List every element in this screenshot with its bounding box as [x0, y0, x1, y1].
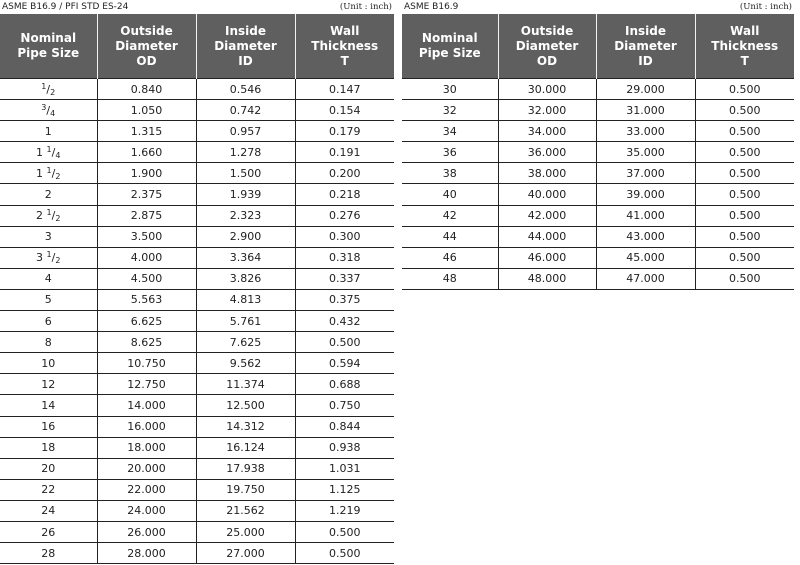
od-cell: 36.000 [498, 142, 596, 163]
od-cell: 4.500 [97, 268, 196, 289]
thickness-cell: 0.500 [295, 543, 394, 564]
size-cell: 2 [0, 184, 97, 205]
table-row [0, 521, 394, 542]
size-cell: 6 [0, 311, 97, 332]
thickness-cell: 0.594 [295, 353, 394, 374]
od-cell: 3.500 [97, 226, 196, 247]
table-row [0, 289, 394, 310]
od-cell: 32.000 [498, 100, 596, 121]
table-row [402, 184, 794, 205]
od-cell: 12.750 [97, 374, 196, 395]
od-cell: 18.000 [97, 437, 196, 458]
id-cell: 3.826 [196, 268, 295, 289]
thickness-cell: 0.500 [695, 100, 794, 121]
table-row [0, 184, 394, 205]
size-cell: 10 [0, 353, 97, 374]
id-cell: 2.900 [196, 226, 295, 247]
table-row [0, 395, 394, 416]
id-cell: 35.000 [596, 142, 695, 163]
table-row [402, 205, 794, 226]
id-cell: 5.761 [196, 311, 295, 332]
id-cell: 0.742 [196, 100, 295, 121]
right-pipe-size-table [402, 14, 794, 290]
right-caption [402, 0, 794, 14]
size-cell: 24 [0, 500, 97, 521]
left-nominal-pipe-size-header: Nominal Pipe Size [0, 14, 97, 79]
thickness-cell: 0.844 [295, 416, 394, 437]
size-cell: 46 [402, 247, 498, 268]
id-cell: 31.000 [596, 100, 695, 121]
table-row [0, 374, 394, 395]
table-row [0, 353, 394, 374]
od-cell: 1.900 [97, 163, 196, 184]
table-row [0, 205, 394, 226]
size-cell: 28 [0, 543, 97, 564]
od-cell: 20.000 [97, 458, 196, 479]
right-table-panel [402, 0, 794, 290]
table-row [402, 268, 794, 289]
od-cell: 24.000 [97, 500, 196, 521]
od-cell: 44.000 [498, 226, 596, 247]
table-row [0, 121, 394, 142]
table-row [402, 121, 794, 142]
size-cell: 44 [402, 226, 498, 247]
thickness-cell: 0.500 [695, 79, 794, 100]
thickness-cell: 0.500 [695, 247, 794, 268]
left-unit-label: (Unit : inch) [339, 2, 392, 12]
thickness-cell: 0.500 [695, 142, 794, 163]
id-cell: 0.546 [196, 79, 295, 100]
table-row [0, 311, 394, 332]
id-cell: 11.374 [196, 374, 295, 395]
thickness-cell: 0.500 [695, 268, 794, 289]
od-cell: 1.050 [97, 100, 196, 121]
od-cell: 28.000 [97, 543, 196, 564]
size-cell: 1 $^1/_4$ [0, 142, 97, 163]
size-cell: 1 [0, 121, 97, 142]
id-cell: 9.562 [196, 353, 295, 374]
od-cell: 10.750 [97, 353, 196, 374]
id-cell: 14.312 [196, 416, 295, 437]
od-cell: 22.000 [97, 479, 196, 500]
left-header-row [0, 14, 394, 79]
id-cell: 0.957 [196, 121, 295, 142]
id-cell: 43.000 [596, 226, 695, 247]
left-wall-thickness-header: Wall Thickness T [295, 14, 394, 79]
od-cell: 8.625 [97, 332, 196, 353]
table-row [0, 163, 394, 184]
table-row [0, 458, 394, 479]
table-row [0, 500, 394, 521]
thickness-cell: 0.337 [295, 268, 394, 289]
table-row [0, 226, 394, 247]
size-cell: 2 $^1/_2$ [0, 205, 97, 226]
thickness-cell: 0.200 [295, 163, 394, 184]
left-outside-diameter-header: Outside Diameter OD [97, 14, 196, 79]
size-cell: 36 [402, 142, 498, 163]
id-cell: 21.562 [196, 500, 295, 521]
thickness-cell: 1.219 [295, 500, 394, 521]
size-cell: 34 [402, 121, 498, 142]
thickness-cell: 0.154 [295, 100, 394, 121]
table-row [402, 247, 794, 268]
od-cell: 1.660 [97, 142, 196, 163]
id-cell: 39.000 [596, 184, 695, 205]
od-cell: 4.000 [97, 247, 196, 268]
size-cell: 26 [0, 521, 97, 542]
id-cell: 12.500 [196, 395, 295, 416]
thickness-cell: 0.500 [695, 121, 794, 142]
right-header-row [402, 14, 794, 79]
od-cell: 2.375 [97, 184, 196, 205]
right-unit-label: (Unit : inch) [739, 2, 792, 12]
table-row [402, 100, 794, 121]
thickness-cell: 0.179 [295, 121, 394, 142]
id-cell: 27.000 [196, 543, 295, 564]
thickness-cell: 0.218 [295, 184, 394, 205]
od-cell: 48.000 [498, 268, 596, 289]
table-row [0, 247, 394, 268]
id-cell: 41.000 [596, 205, 695, 226]
od-cell: 42.000 [498, 205, 596, 226]
table-row [0, 142, 394, 163]
size-cell: 16 [0, 416, 97, 437]
thickness-cell: 0.750 [295, 395, 394, 416]
right-outside-diameter-header: Outside Diameter OD [498, 14, 596, 79]
id-cell: 7.625 [196, 332, 295, 353]
id-cell: 1.278 [196, 142, 295, 163]
id-cell: 47.000 [596, 268, 695, 289]
thickness-cell: 1.031 [295, 458, 394, 479]
od-cell: 30.000 [498, 79, 596, 100]
left-table-body [0, 79, 394, 564]
thickness-cell: 0.500 [695, 226, 794, 247]
thickness-cell: 0.147 [295, 79, 394, 100]
id-cell: 1.939 [196, 184, 295, 205]
thickness-cell: 0.688 [295, 374, 394, 395]
size-cell: 3 $^1/_2$ [0, 247, 97, 268]
size-cell: 32 [402, 100, 498, 121]
thickness-cell: 0.500 [295, 521, 394, 542]
size-cell: 20 [0, 458, 97, 479]
table-row [0, 479, 394, 500]
left-pipe-size-table [0, 14, 394, 564]
left-table-panel [0, 0, 394, 564]
right-nominal-pipe-size-header: Nominal Pipe Size [402, 14, 498, 79]
table-row [0, 437, 394, 458]
thickness-cell: 0.375 [295, 289, 394, 310]
thickness-cell: 0.500 [695, 205, 794, 226]
table-row [0, 543, 394, 564]
left-inside-diameter-header: Inside Diameter ID [196, 14, 295, 79]
size-cell: 1 $^1/_2$ [0, 163, 97, 184]
table-row [0, 79, 394, 100]
thickness-cell: 0.500 [695, 163, 794, 184]
size-cell: 42 [402, 205, 498, 226]
right-inside-diameter-header: Inside Diameter ID [596, 14, 695, 79]
size-cell: 22 [0, 479, 97, 500]
id-cell: 37.000 [596, 163, 695, 184]
od-cell: 6.625 [97, 311, 196, 332]
size-cell: 5 [0, 289, 97, 310]
od-cell: 0.840 [97, 79, 196, 100]
table-row [402, 79, 794, 100]
od-cell: 40.000 [498, 184, 596, 205]
id-cell: 17.938 [196, 458, 295, 479]
thickness-cell: 0.276 [295, 205, 394, 226]
id-cell: 19.750 [196, 479, 295, 500]
size-cell: 38 [402, 163, 498, 184]
thickness-cell: 0.938 [295, 437, 394, 458]
table-row [0, 332, 394, 353]
size-cell: $^1/_2$ [0, 79, 97, 100]
od-cell: 38.000 [498, 163, 596, 184]
od-cell: 34.000 [498, 121, 596, 142]
thickness-cell: 1.125 [295, 479, 394, 500]
id-cell: 1.500 [196, 163, 295, 184]
od-cell: 2.875 [97, 205, 196, 226]
size-cell: 12 [0, 374, 97, 395]
id-cell: 45.000 [596, 247, 695, 268]
size-cell: 18 [0, 437, 97, 458]
id-cell: 33.000 [596, 121, 695, 142]
size-cell: 4 [0, 268, 97, 289]
table-row [0, 268, 394, 289]
size-cell: 30 [402, 79, 498, 100]
od-cell: 16.000 [97, 416, 196, 437]
right-standard-label: ASME B16.9 [404, 2, 459, 12]
id-cell: 2.323 [196, 205, 295, 226]
table-row [0, 416, 394, 437]
id-cell: 16.124 [196, 437, 295, 458]
size-cell: 3 [0, 226, 97, 247]
id-cell: 3.364 [196, 247, 295, 268]
thickness-cell: 0.500 [295, 332, 394, 353]
size-cell: 48 [402, 268, 498, 289]
size-cell: 40 [402, 184, 498, 205]
right-wall-thickness-header: Wall Thickness T [695, 14, 794, 79]
id-cell: 29.000 [596, 79, 695, 100]
right-table-body [402, 79, 794, 290]
size-cell: $^3/_4$ [0, 100, 97, 121]
od-cell: 1.315 [97, 121, 196, 142]
thickness-cell: 0.318 [295, 247, 394, 268]
thickness-cell: 0.500 [695, 184, 794, 205]
size-cell: 8 [0, 332, 97, 353]
table-row [402, 142, 794, 163]
thickness-cell: 0.191 [295, 142, 394, 163]
od-cell: 26.000 [97, 521, 196, 542]
thickness-cell: 0.300 [295, 226, 394, 247]
id-cell: 4.813 [196, 289, 295, 310]
id-cell: 25.000 [196, 521, 295, 542]
table-row [0, 100, 394, 121]
thickness-cell: 0.432 [295, 311, 394, 332]
od-cell: 5.563 [97, 289, 196, 310]
size-cell: 14 [0, 395, 97, 416]
left-standard-label: ASME B16.9 / PFI STD ES-24 [2, 2, 129, 12]
left-caption [0, 0, 394, 14]
od-cell: 46.000 [498, 247, 596, 268]
table-row [402, 163, 794, 184]
od-cell: 14.000 [97, 395, 196, 416]
table-row [402, 226, 794, 247]
